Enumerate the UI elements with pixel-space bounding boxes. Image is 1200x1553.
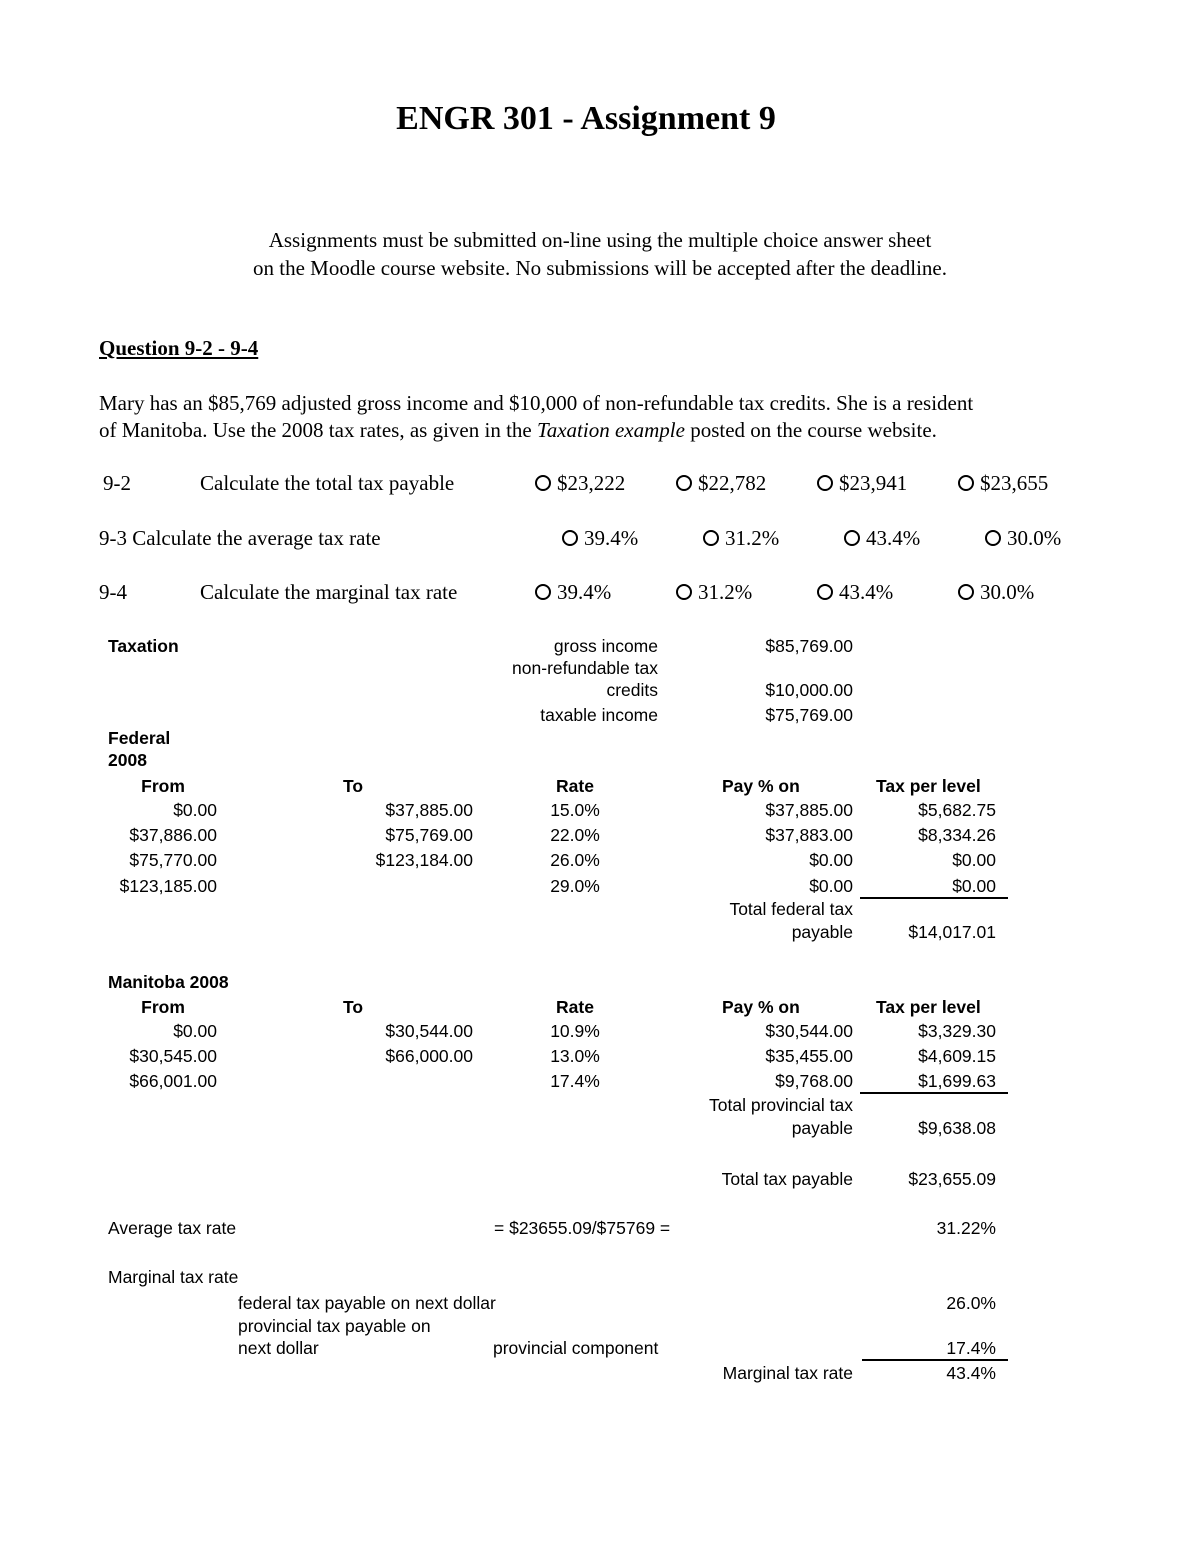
federal-to: $37,885.00	[385, 800, 473, 820]
radio-icon[interactable]	[535, 475, 551, 491]
credits-value: $10,000.00	[765, 680, 853, 700]
radio-icon[interactable]	[958, 584, 974, 600]
radio-icon[interactable]	[844, 530, 860, 546]
manitoba-col-tax: Tax per level	[876, 997, 981, 1017]
taxable-income-label: taxable income	[540, 705, 658, 725]
average-tax-value: 31.22%	[936, 1218, 996, 1238]
question-9-3-option-d[interactable]: 30.0%	[985, 526, 1061, 551]
gross-income-label: gross income	[553, 636, 658, 656]
question-9-2-label: 9-2	[103, 471, 131, 495]
manitoba-pay: $30,544.00	[765, 1021, 853, 1041]
manitoba-rate: 10.9%	[550, 1021, 600, 1041]
federal-tax: $5,682.75	[918, 800, 996, 820]
manitoba-rate: 17.4%	[550, 1071, 600, 1091]
manitoba-from: $30,545.00	[129, 1046, 217, 1066]
radio-icon[interactable]	[703, 530, 719, 546]
federal-col-to: To	[343, 776, 364, 796]
manitoba-from: $0.00	[173, 1021, 217, 1041]
question-9-3-option-a[interactable]: 39.4%	[562, 526, 638, 551]
federal-col-rate: Rate	[556, 776, 594, 796]
federal-col-pay: Pay % on	[722, 776, 800, 796]
instructions-line-1: Assignments must be submitted on-line using the multiple choice answer sheet	[268, 228, 932, 252]
radio-icon[interactable]	[676, 584, 692, 600]
manitoba-to: $66,000.00	[385, 1046, 473, 1066]
federal-from: $37,886.00	[129, 825, 217, 845]
question-9-4-text: Calculate the marginal tax rate	[200, 580, 458, 604]
question-9-2-option-a[interactable]: $23,222	[535, 471, 625, 496]
manitoba-tax: $3,329.30	[918, 1021, 996, 1041]
federal-total-label-1: Total federal tax	[729, 899, 853, 919]
federal-rate: 26.0%	[550, 850, 600, 870]
federal-rate: 15.0%	[550, 800, 600, 820]
question-9-4-option-c[interactable]: 43.4%	[817, 580, 893, 605]
federal-col-from: From	[141, 776, 185, 796]
manitoba-total-label-1: Total provincial tax	[709, 1095, 853, 1115]
question-9-2-option-d[interactable]: $23,655	[958, 471, 1048, 496]
gross-income-value: $85,769.00	[765, 636, 853, 656]
taxation-heading: Taxation	[108, 636, 179, 656]
federal-from: $123,185.00	[119, 876, 217, 896]
manitoba-heading: Manitoba 2008	[108, 972, 229, 992]
federal-heading-1: Federal	[108, 728, 171, 748]
radio-icon[interactable]	[562, 530, 578, 546]
federal-col-tax: Tax per level	[876, 776, 981, 796]
page-title: ENGR 301 - Assignment 9	[396, 100, 776, 137]
manitoba-pay: $35,455.00	[765, 1046, 853, 1066]
federal-total-value: $14,017.01	[908, 922, 996, 942]
radio-icon[interactable]	[817, 475, 833, 491]
credits-label-1: non-refundable tax	[512, 658, 658, 678]
federal-tax: $0.00	[952, 876, 996, 896]
marginal-provincial-label-2: next dollar	[238, 1338, 319, 1358]
problem-line-2: of Manitoba. Use the 2008 tax rates, as given in the Taxation example posted on the course website.	[99, 418, 937, 442]
federal-to: $123,184.00	[375, 850, 473, 870]
question-9-2-option-c[interactable]: $23,941	[817, 471, 907, 496]
federal-to: $75,769.00	[385, 825, 473, 845]
manitoba-col-from: From	[141, 997, 185, 1017]
question-9-4-label: 9-4	[99, 580, 127, 604]
question-9-3-option-b[interactable]: 31.2%	[703, 526, 779, 551]
federal-pay: $37,883.00	[765, 825, 853, 845]
marginal-provincial-label-1: provincial tax payable on	[238, 1316, 431, 1336]
marginal-provincial-component: provincial component	[493, 1338, 659, 1358]
federal-from: $75,770.00	[129, 850, 217, 870]
manitoba-from: $66,001.00	[129, 1071, 217, 1091]
manitoba-total-rule	[860, 1092, 1008, 1094]
marginal-heading: Marginal tax rate	[108, 1267, 239, 1287]
problem-line-1: Mary has an $85,769 adjusted gross income and $10,000 of non-refundable tax credits. She is a resident	[99, 391, 974, 415]
average-tax-label: Average tax rate	[108, 1218, 237, 1238]
federal-tax: $8,334.26	[918, 825, 996, 845]
manitoba-total-label-2: payable	[791, 1118, 853, 1138]
question-9-3-option-c[interactable]: 43.4%	[844, 526, 920, 551]
manitoba-col-to: To	[343, 997, 364, 1017]
marginal-total-rule	[862, 1359, 1008, 1361]
radio-icon[interactable]	[535, 584, 551, 600]
manitoba-tax: $1,699.63	[918, 1071, 996, 1091]
marginal-federal-value: 26.0%	[946, 1293, 996, 1313]
marginal-total-label: Marginal tax rate	[722, 1363, 853, 1383]
credits-label-2: credits	[606, 680, 658, 700]
instructions-line-2: on the Moodle course website. No submissions will be accepted after the deadline.	[253, 256, 947, 280]
radio-icon[interactable]	[985, 530, 1001, 546]
marginal-federal-label: federal tax payable on next dollar	[238, 1293, 496, 1313]
federal-rate: 22.0%	[550, 825, 600, 845]
federal-heading-2: 2008	[108, 750, 147, 770]
federal-pay: $0.00	[809, 850, 853, 870]
radio-icon[interactable]	[676, 475, 692, 491]
marginal-total-value: 43.4%	[946, 1363, 996, 1383]
federal-rate: 29.0%	[550, 876, 600, 896]
question-9-4-option-d[interactable]: 30.0%	[958, 580, 1034, 605]
total-tax-value: $23,655.09	[908, 1169, 996, 1189]
radio-icon[interactable]	[817, 584, 833, 600]
question-9-3-prompt: 9-3 Calculate the average tax rate	[99, 526, 381, 550]
manitoba-tax: $4,609.15	[918, 1046, 996, 1066]
question-9-4-option-a[interactable]: 39.4%	[535, 580, 611, 605]
total-tax-label: Total tax payable	[721, 1169, 853, 1189]
question-9-4-option-b[interactable]: 31.2%	[676, 580, 752, 605]
federal-tax: $0.00	[952, 850, 996, 870]
federal-total-rule	[860, 897, 1008, 899]
average-tax-formula: = $23655.09/$75769 =	[494, 1218, 671, 1238]
federal-pay: $0.00	[809, 876, 853, 896]
question-9-2-text: Calculate the total tax payable	[200, 471, 455, 495]
taxation-example-reference: Taxation example	[536, 418, 685, 442]
manitoba-rate: 13.0%	[550, 1046, 600, 1066]
manitoba-col-pay: Pay % on	[722, 997, 800, 1017]
federal-pay: $37,885.00	[765, 800, 853, 820]
marginal-provincial-value: 17.4%	[946, 1338, 996, 1358]
federal-total-label-2: payable	[791, 922, 853, 942]
manitoba-pay: $9,768.00	[775, 1071, 853, 1091]
question-heading: Question 9-2 - 9-4	[99, 336, 259, 360]
radio-icon[interactable]	[958, 475, 974, 491]
manitoba-to: $30,544.00	[385, 1021, 473, 1041]
manitoba-total-value: $9,638.08	[918, 1118, 996, 1138]
federal-from: $0.00	[173, 800, 217, 820]
question-9-2-option-b[interactable]: $22,782	[676, 471, 766, 496]
manitoba-col-rate: Rate	[556, 997, 594, 1017]
taxable-income-value: $75,769.00	[765, 705, 853, 725]
